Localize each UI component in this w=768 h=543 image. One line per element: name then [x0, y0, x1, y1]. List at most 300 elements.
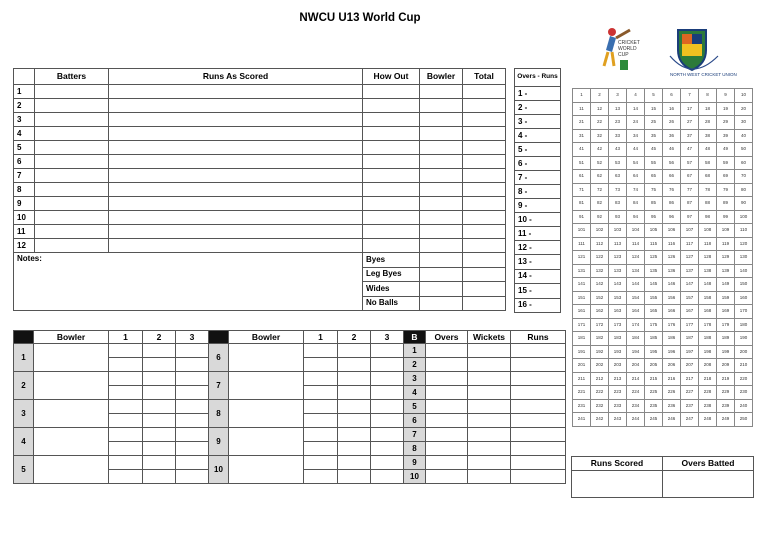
tally-cell[interactable]: 209 — [717, 359, 735, 373]
bowler-right-spell-cell[interactable] — [371, 372, 404, 386]
tally-cell[interactable]: 163 — [609, 305, 627, 319]
bowler-cell[interactable] — [420, 225, 463, 239]
tally-cell[interactable]: 149 — [717, 278, 735, 292]
bowler-left-spell-cell[interactable] — [176, 372, 209, 386]
tally-cell[interactable]: 191 — [573, 345, 591, 359]
tally-cell[interactable]: 218 — [699, 372, 717, 386]
summary-runs-cell[interactable] — [511, 344, 566, 358]
tally-cell[interactable]: 120 — [735, 237, 753, 251]
bowler-right-spell-cell[interactable] — [338, 358, 371, 372]
tally-cell[interactable]: 217 — [681, 372, 699, 386]
tally-cell[interactable]: 138 — [699, 264, 717, 278]
tally-cell[interactable]: 166 — [663, 305, 681, 319]
bowler-left-spell-cell[interactable] — [143, 428, 176, 442]
tally-cell[interactable]: 121 — [573, 251, 591, 265]
tally-cell[interactable]: 244 — [627, 413, 645, 427]
how-out-cell[interactable] — [363, 155, 420, 169]
batter-name-cell[interactable] — [35, 113, 109, 127]
runs-as-scored-cell[interactable] — [109, 211, 363, 225]
tally-cell[interactable]: 148 — [699, 278, 717, 292]
tally-cell[interactable]: 51 — [573, 156, 591, 170]
summary-runs-cell[interactable] — [511, 400, 566, 414]
tally-cell[interactable]: 147 — [681, 278, 699, 292]
tally-cell[interactable]: 49 — [717, 143, 735, 157]
tally-cell[interactable]: 156 — [663, 291, 681, 305]
total-cell[interactable] — [463, 155, 506, 169]
summary-runs-cell[interactable] — [511, 386, 566, 400]
tally-cell[interactable]: 119 — [717, 237, 735, 251]
tally-cell[interactable]: 65 — [645, 170, 663, 184]
tally-cell[interactable]: 212 — [591, 372, 609, 386]
tally-cell[interactable]: 127 — [681, 251, 699, 265]
tally-cell[interactable]: 232 — [591, 399, 609, 413]
tally-cell[interactable]: 236 — [663, 399, 681, 413]
tally-cell[interactable]: 125 — [645, 251, 663, 265]
tally-cell[interactable]: 15 — [645, 102, 663, 116]
bowler-right-name-cell[interactable] — [229, 456, 304, 484]
tally-cell[interactable]: 128 — [699, 251, 717, 265]
tally-cell[interactable]: 53 — [609, 156, 627, 170]
tally-cell[interactable]: 20 — [735, 102, 753, 116]
tally-cell[interactable]: 60 — [735, 156, 753, 170]
bowler-right-spell-cell[interactable] — [304, 428, 338, 442]
bowler-left-spell-cell[interactable] — [176, 414, 209, 428]
summary-runs-cell[interactable] — [511, 414, 566, 428]
tally-cell[interactable]: 228 — [699, 386, 717, 400]
tally-cell[interactable]: 226 — [663, 386, 681, 400]
tally-cell[interactable]: 81 — [573, 197, 591, 211]
bowler-right-spell-cell[interactable] — [371, 428, 404, 442]
summary-runs-cell[interactable] — [511, 372, 566, 386]
tally-cell[interactable]: 135 — [645, 264, 663, 278]
bowler-left-spell-cell[interactable] — [176, 442, 209, 456]
no-balls-total-cell[interactable] — [463, 296, 506, 311]
tally-cell[interactable]: 143 — [609, 278, 627, 292]
bowler-right-name-cell[interactable] — [229, 372, 304, 400]
tally-cell[interactable]: 201 — [573, 359, 591, 373]
tally-cell[interactable]: 175 — [645, 318, 663, 332]
tally-cell[interactable]: 88 — [699, 197, 717, 211]
tally-cell[interactable]: 189 — [717, 332, 735, 346]
tally-cell[interactable]: 38 — [699, 129, 717, 143]
tally-cell[interactable]: 234 — [627, 399, 645, 413]
tally-cell[interactable]: 169 — [717, 305, 735, 319]
how-out-cell[interactable] — [363, 127, 420, 141]
bowler-left-spell-cell[interactable] — [109, 470, 143, 484]
tally-cell[interactable]: 106 — [663, 224, 681, 238]
tally-cell[interactable]: 122 — [591, 251, 609, 265]
bowler-right-spell-cell[interactable] — [371, 442, 404, 456]
tally-cell[interactable]: 56 — [663, 156, 681, 170]
bowler-left-name-cell[interactable] — [34, 400, 109, 428]
bowler-cell[interactable] — [420, 99, 463, 113]
tally-cell[interactable]: 41 — [573, 143, 591, 157]
summary-overs-cell[interactable] — [426, 428, 468, 442]
tally-cell[interactable]: 105 — [645, 224, 663, 238]
tally-cell[interactable]: 42 — [591, 143, 609, 157]
bowler-left-spell-cell[interactable] — [143, 344, 176, 358]
tally-cell[interactable]: 123 — [609, 251, 627, 265]
runs-as-scored-cell[interactable] — [109, 85, 363, 99]
bowler-left-spell-cell[interactable] — [143, 456, 176, 470]
tally-cell[interactable]: 116 — [663, 237, 681, 251]
runs-scored-value[interactable] — [572, 471, 663, 498]
tally-cell[interactable]: 76 — [663, 183, 681, 197]
bowler-right-spell-cell[interactable] — [371, 358, 404, 372]
bowler-right-spell-cell[interactable] — [371, 344, 404, 358]
tally-cell[interactable]: 227 — [681, 386, 699, 400]
summary-wickets-cell[interactable] — [468, 470, 511, 484]
tally-cell[interactable]: 231 — [573, 399, 591, 413]
tally-cell[interactable]: 90 — [735, 197, 753, 211]
over-runs-cell[interactable]: 3 - — [515, 115, 561, 129]
tally-cell[interactable]: 72 — [591, 183, 609, 197]
batter-name-cell[interactable] — [35, 141, 109, 155]
tally-cell[interactable]: 137 — [681, 264, 699, 278]
tally-cell[interactable]: 151 — [573, 291, 591, 305]
tally-cell[interactable]: 9 — [717, 89, 735, 103]
over-runs-cell[interactable]: 7 - — [515, 171, 561, 185]
tally-cell[interactable]: 229 — [717, 386, 735, 400]
bowler-cell[interactable] — [420, 197, 463, 211]
bowler-left-spell-cell[interactable] — [176, 386, 209, 400]
over-runs-cell[interactable]: 9 - — [515, 199, 561, 213]
tally-cell[interactable]: 240 — [735, 399, 753, 413]
over-runs-cell[interactable]: 13 - — [515, 255, 561, 270]
tally-cell[interactable]: 246 — [663, 413, 681, 427]
tally-cell[interactable]: 154 — [627, 291, 645, 305]
summary-runs-cell[interactable] — [511, 358, 566, 372]
summary-overs-cell[interactable] — [426, 400, 468, 414]
tally-cell[interactable]: 6 — [663, 89, 681, 103]
byes-total-cell[interactable] — [463, 253, 506, 268]
runs-as-scored-cell[interactable] — [109, 183, 363, 197]
tally-cell[interactable]: 219 — [717, 372, 735, 386]
tally-cell[interactable]: 230 — [735, 386, 753, 400]
bowler-right-spell-cell[interactable] — [338, 414, 371, 428]
tally-cell[interactable]: 102 — [591, 224, 609, 238]
tally-cell[interactable]: 213 — [609, 372, 627, 386]
tally-cell[interactable]: 1 — [573, 89, 591, 103]
how-out-cell[interactable] — [363, 169, 420, 183]
tally-cell[interactable]: 59 — [717, 156, 735, 170]
tally-cell[interactable]: 223 — [609, 386, 627, 400]
batter-name-cell[interactable] — [35, 197, 109, 211]
how-out-cell[interactable] — [363, 225, 420, 239]
tally-cell[interactable]: 74 — [627, 183, 645, 197]
tally-cell[interactable]: 241 — [573, 413, 591, 427]
tally-cell[interactable]: 2 — [591, 89, 609, 103]
batter-name-cell[interactable] — [35, 239, 109, 253]
total-cell[interactable] — [463, 169, 506, 183]
tally-cell[interactable]: 132 — [591, 264, 609, 278]
bowler-left-spell-cell[interactable] — [143, 470, 176, 484]
tally-cell[interactable]: 129 — [717, 251, 735, 265]
tally-cell[interactable]: 66 — [663, 170, 681, 184]
over-runs-cell[interactable]: 16 - — [515, 298, 561, 313]
tally-cell[interactable]: 239 — [717, 399, 735, 413]
tally-cell[interactable]: 104 — [627, 224, 645, 238]
tally-cell[interactable]: 114 — [627, 237, 645, 251]
tally-cell[interactable]: 211 — [573, 372, 591, 386]
wides-bowler-cell[interactable] — [420, 282, 463, 297]
tally-cell[interactable]: 67 — [681, 170, 699, 184]
bowler-right-name-cell[interactable] — [229, 344, 304, 372]
bowler-cell[interactable] — [420, 239, 463, 253]
how-out-cell[interactable] — [363, 99, 420, 113]
tally-cell[interactable]: 111 — [573, 237, 591, 251]
bowler-left-spell-cell[interactable] — [109, 386, 143, 400]
tally-cell[interactable]: 14 — [627, 102, 645, 116]
how-out-cell[interactable] — [363, 183, 420, 197]
tally-cell[interactable]: 3 — [609, 89, 627, 103]
batter-name-cell[interactable] — [35, 225, 109, 239]
bowler-cell[interactable] — [420, 113, 463, 127]
bowler-left-spell-cell[interactable] — [176, 470, 209, 484]
bowler-left-spell-cell[interactable] — [109, 442, 143, 456]
tally-cell[interactable]: 176 — [663, 318, 681, 332]
tally-cell[interactable]: 25 — [645, 116, 663, 130]
over-runs-cell[interactable]: 1 - — [515, 87, 561, 101]
tally-cell[interactable]: 68 — [699, 170, 717, 184]
tally-cell[interactable]: 118 — [699, 237, 717, 251]
bowler-right-spell-cell[interactable] — [338, 470, 371, 484]
summary-wickets-cell[interactable] — [468, 400, 511, 414]
tally-cell[interactable]: 183 — [609, 332, 627, 346]
tally-cell[interactable]: 96 — [663, 210, 681, 224]
tally-cell[interactable]: 206 — [663, 359, 681, 373]
summary-overs-cell[interactable] — [426, 456, 468, 470]
tally-cell[interactable]: 245 — [645, 413, 663, 427]
tally-cell[interactable]: 61 — [573, 170, 591, 184]
tally-cell[interactable]: 172 — [591, 318, 609, 332]
bowler-left-spell-cell[interactable] — [143, 414, 176, 428]
tally-cell[interactable]: 103 — [609, 224, 627, 238]
bowler-left-name-cell[interactable] — [34, 456, 109, 484]
tally-cell[interactable]: 185 — [645, 332, 663, 346]
tally-cell[interactable]: 200 — [735, 345, 753, 359]
tally-cell[interactable]: 205 — [645, 359, 663, 373]
tally-cell[interactable]: 134 — [627, 264, 645, 278]
bowler-left-spell-cell[interactable] — [143, 386, 176, 400]
bowler-left-spell-cell[interactable] — [143, 400, 176, 414]
tally-cell[interactable]: 84 — [627, 197, 645, 211]
total-cell[interactable] — [463, 183, 506, 197]
over-runs-cell[interactable]: 2 - — [515, 101, 561, 115]
tally-cell[interactable]: 7 — [681, 89, 699, 103]
tally-cell[interactable]: 87 — [681, 197, 699, 211]
tally-cell[interactable]: 37 — [681, 129, 699, 143]
tally-cell[interactable]: 101 — [573, 224, 591, 238]
tally-cell[interactable]: 92 — [591, 210, 609, 224]
tally-cell[interactable]: 86 — [663, 197, 681, 211]
tally-cell[interactable]: 136 — [663, 264, 681, 278]
tally-cell[interactable]: 45 — [645, 143, 663, 157]
tally-cell[interactable]: 107 — [681, 224, 699, 238]
tally-cell[interactable]: 167 — [681, 305, 699, 319]
tally-cell[interactable]: 21 — [573, 116, 591, 130]
tally-cell[interactable]: 131 — [573, 264, 591, 278]
tally-cell[interactable]: 54 — [627, 156, 645, 170]
bowler-left-spell-cell[interactable] — [176, 400, 209, 414]
bowler-left-spell-cell[interactable] — [109, 400, 143, 414]
tally-cell[interactable]: 222 — [591, 386, 609, 400]
tally-cell[interactable]: 216 — [663, 372, 681, 386]
tally-cell[interactable]: 91 — [573, 210, 591, 224]
bowler-left-spell-cell[interactable] — [143, 442, 176, 456]
tally-cell[interactable]: 250 — [735, 413, 753, 427]
tally-cell[interactable]: 146 — [663, 278, 681, 292]
tally-cell[interactable]: 187 — [681, 332, 699, 346]
tally-cell[interactable]: 46 — [663, 143, 681, 157]
tally-cell[interactable]: 11 — [573, 102, 591, 116]
how-out-cell[interactable] — [363, 85, 420, 99]
bowler-cell[interactable] — [420, 141, 463, 155]
tally-cell[interactable]: 159 — [717, 291, 735, 305]
tally-cell[interactable]: 160 — [735, 291, 753, 305]
bowler-right-spell-cell[interactable] — [371, 414, 404, 428]
tally-cell[interactable]: 13 — [609, 102, 627, 116]
tally-cell[interactable]: 58 — [699, 156, 717, 170]
tally-cell[interactable]: 98 — [699, 210, 717, 224]
summary-overs-cell[interactable] — [426, 344, 468, 358]
bowler-right-spell-cell[interactable] — [338, 344, 371, 358]
summary-wickets-cell[interactable] — [468, 414, 511, 428]
tally-cell[interactable]: 165 — [645, 305, 663, 319]
bowler-cell[interactable] — [420, 211, 463, 225]
tally-cell[interactable]: 168 — [699, 305, 717, 319]
tally-cell[interactable]: 238 — [699, 399, 717, 413]
tally-cell[interactable]: 82 — [591, 197, 609, 211]
tally-cell[interactable]: 171 — [573, 318, 591, 332]
tally-cell[interactable]: 174 — [627, 318, 645, 332]
how-out-cell[interactable] — [363, 239, 420, 253]
summary-wickets-cell[interactable] — [468, 442, 511, 456]
tally-cell[interactable]: 124 — [627, 251, 645, 265]
tally-cell[interactable]: 161 — [573, 305, 591, 319]
total-cell[interactable] — [463, 239, 506, 253]
tally-cell[interactable]: 99 — [717, 210, 735, 224]
tally-cell[interactable]: 70 — [735, 170, 753, 184]
tally-cell[interactable]: 179 — [717, 318, 735, 332]
tally-cell[interactable]: 39 — [717, 129, 735, 143]
tally-cell[interactable]: 18 — [699, 102, 717, 116]
tally-cell[interactable]: 242 — [591, 413, 609, 427]
how-out-cell[interactable] — [363, 197, 420, 211]
bowler-left-spell-cell[interactable] — [176, 456, 209, 470]
tally-cell[interactable]: 162 — [591, 305, 609, 319]
tally-cell[interactable]: 215 — [645, 372, 663, 386]
bowler-right-spell-cell[interactable] — [338, 456, 371, 470]
tally-cell[interactable]: 184 — [627, 332, 645, 346]
bowler-left-spell-cell[interactable] — [109, 414, 143, 428]
tally-cell[interactable]: 140 — [735, 264, 753, 278]
tally-cell[interactable]: 24 — [627, 116, 645, 130]
over-runs-cell[interactable]: 14 - — [515, 269, 561, 284]
bowler-right-spell-cell[interactable] — [304, 442, 338, 456]
tally-cell[interactable]: 19 — [717, 102, 735, 116]
tally-cell[interactable]: 77 — [681, 183, 699, 197]
tally-cell[interactable]: 208 — [699, 359, 717, 373]
tally-cell[interactable]: 95 — [645, 210, 663, 224]
tally-cell[interactable]: 182 — [591, 332, 609, 346]
total-cell[interactable] — [463, 225, 506, 239]
summary-overs-cell[interactable] — [426, 414, 468, 428]
bowler-cell[interactable] — [420, 169, 463, 183]
batter-name-cell[interactable] — [35, 99, 109, 113]
tally-cell[interactable]: 40 — [735, 129, 753, 143]
tally-cell[interactable]: 142 — [591, 278, 609, 292]
runs-as-scored-cell[interactable] — [109, 113, 363, 127]
bowler-left-name-cell[interactable] — [34, 344, 109, 372]
tally-cell[interactable]: 233 — [609, 399, 627, 413]
tally-cell[interactable]: 141 — [573, 278, 591, 292]
summary-wickets-cell[interactable] — [468, 372, 511, 386]
bowler-right-spell-cell[interactable] — [338, 428, 371, 442]
tally-cell[interactable]: 243 — [609, 413, 627, 427]
tally-cell[interactable]: 204 — [627, 359, 645, 373]
runs-as-scored-cell[interactable] — [109, 225, 363, 239]
tally-cell[interactable]: 34 — [627, 129, 645, 143]
tally-cell[interactable]: 192 — [591, 345, 609, 359]
over-runs-cell[interactable]: 11 - — [515, 227, 561, 241]
summary-runs-cell[interactable] — [511, 456, 566, 470]
tally-cell[interactable]: 97 — [681, 210, 699, 224]
tally-cell[interactable]: 214 — [627, 372, 645, 386]
tally-cell[interactable]: 155 — [645, 291, 663, 305]
tally-cell[interactable]: 150 — [735, 278, 753, 292]
tally-cell[interactable]: 153 — [609, 291, 627, 305]
tally-cell[interactable]: 10 — [735, 89, 753, 103]
bowler-left-spell-cell[interactable] — [143, 372, 176, 386]
tally-cell[interactable]: 47 — [681, 143, 699, 157]
tally-cell[interactable]: 237 — [681, 399, 699, 413]
over-runs-cell[interactable]: 8 - — [515, 185, 561, 199]
bowler-left-spell-cell[interactable] — [109, 358, 143, 372]
tally-cell[interactable]: 23 — [609, 116, 627, 130]
tally-cell[interactable]: 8 — [699, 89, 717, 103]
tally-cell[interactable]: 188 — [699, 332, 717, 346]
tally-cell[interactable]: 100 — [735, 210, 753, 224]
tally-cell[interactable]: 29 — [717, 116, 735, 130]
bowler-right-name-cell[interactable] — [229, 400, 304, 428]
total-cell[interactable] — [463, 113, 506, 127]
tally-cell[interactable]: 249 — [717, 413, 735, 427]
tally-cell[interactable]: 181 — [573, 332, 591, 346]
tally-cell[interactable]: 63 — [609, 170, 627, 184]
tally-cell[interactable]: 194 — [627, 345, 645, 359]
summary-wickets-cell[interactable] — [468, 344, 511, 358]
tally-cell[interactable]: 22 — [591, 116, 609, 130]
tally-cell[interactable]: 139 — [717, 264, 735, 278]
tally-cell[interactable]: 157 — [681, 291, 699, 305]
summary-overs-cell[interactable] — [426, 372, 468, 386]
total-cell[interactable] — [463, 99, 506, 113]
bowler-cell[interactable] — [420, 183, 463, 197]
tally-cell[interactable]: 30 — [735, 116, 753, 130]
tally-cell[interactable]: 170 — [735, 305, 753, 319]
over-runs-cell[interactable]: 12 - — [515, 241, 561, 255]
tally-cell[interactable]: 12 — [591, 102, 609, 116]
tally-cell[interactable]: 43 — [609, 143, 627, 157]
leg-byes-total-cell[interactable] — [463, 267, 506, 282]
tally-cell[interactable]: 78 — [699, 183, 717, 197]
runs-as-scored-cell[interactable] — [109, 239, 363, 253]
summary-runs-cell[interactable] — [511, 470, 566, 484]
over-runs-cell[interactable]: 4 - — [515, 129, 561, 143]
runs-as-scored-cell[interactable] — [109, 141, 363, 155]
bowler-right-spell-cell[interactable] — [304, 400, 338, 414]
